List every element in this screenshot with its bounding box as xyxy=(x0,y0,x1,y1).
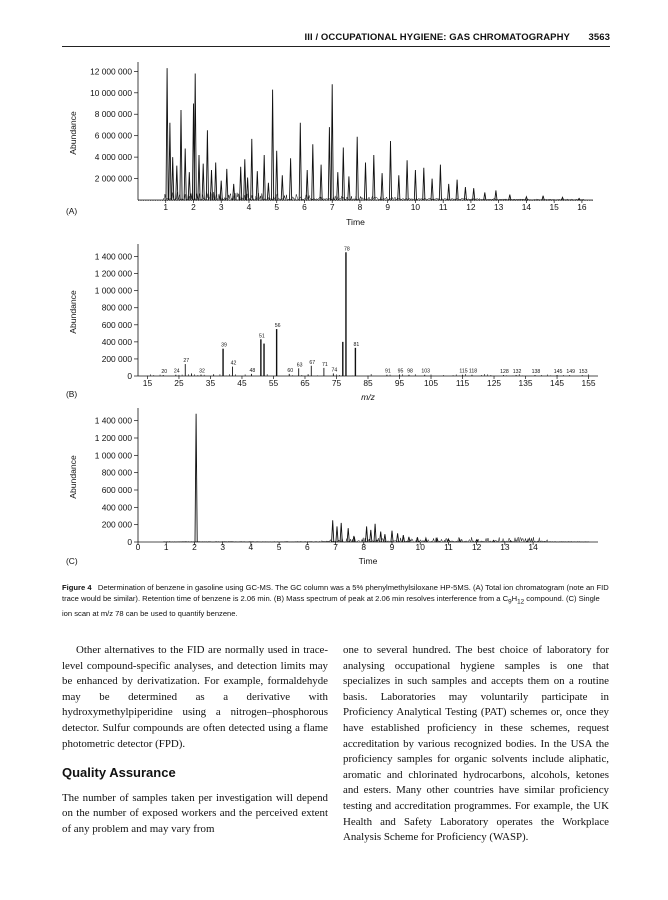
trace-peak xyxy=(166,68,168,200)
x-tick-label: 15 xyxy=(549,202,559,212)
x-tick-label: 9 xyxy=(385,202,391,212)
caption-text: Determination of benzene in gasoline using GC-MS. The GC column was a 5% phenylmethylsiloxane HP-5MS. (A) Total ion chromatogram (note an FID trace would be similar). Retention time of benzene is 2.06 min. (B) Mass spectrum of peak at 2.06 min resolves interference from a C xyxy=(62,583,609,604)
peak-label: 63 xyxy=(296,362,303,369)
peak-label: 71 xyxy=(321,361,328,368)
trace-peak xyxy=(484,193,486,201)
x-tick-label: 2 xyxy=(192,542,197,552)
trace-peak xyxy=(281,175,283,200)
trace-peak xyxy=(525,197,527,200)
trace-peak xyxy=(414,170,416,200)
peak-label: 149 xyxy=(566,369,575,376)
y-tick-label: 600 000 xyxy=(101,319,132,330)
x-tick-label: 6 xyxy=(302,202,307,212)
y-tick-label: 400 000 xyxy=(101,502,132,513)
left-column xyxy=(62,643,328,838)
trace-peak xyxy=(439,165,441,200)
trace-peak xyxy=(306,170,308,200)
trace-peak xyxy=(366,526,368,542)
x-tick-label: 11 xyxy=(438,202,448,212)
x-tick-label: 12 xyxy=(466,202,476,212)
peak-label: 145 xyxy=(553,368,563,375)
x-tick-label: 5 xyxy=(274,202,280,212)
y-tick-label: 8 000 000 xyxy=(94,109,132,120)
y-tick-label: 0 xyxy=(127,371,132,381)
x-tick-label: 13 xyxy=(500,542,510,552)
x-tick-label: 14 xyxy=(521,202,532,212)
trace-peak xyxy=(220,181,222,200)
x-tick-label: 10 xyxy=(415,542,425,552)
x-tick-label: 2 xyxy=(191,202,196,212)
peak-label: 60 xyxy=(287,367,294,374)
trace-peak xyxy=(198,155,200,200)
y-tick-label: 800 000 xyxy=(101,302,132,313)
caption-sub: 9 xyxy=(508,598,512,606)
trace-peak xyxy=(184,149,186,201)
peak-label: 42 xyxy=(230,360,237,367)
peak-label: 138 xyxy=(531,368,541,375)
x-tick-label: 14 xyxy=(528,542,538,552)
peak-label: 39 xyxy=(221,342,227,349)
trace-peak xyxy=(509,195,511,200)
y-tick-label: 12 000 000 xyxy=(90,66,132,77)
trace-peak xyxy=(328,127,330,200)
x-tick-label: 16 xyxy=(577,202,587,212)
x-tick-label: 11 xyxy=(444,542,453,552)
trace-peak xyxy=(431,179,433,200)
trace-peak xyxy=(448,184,450,200)
trace-peak xyxy=(331,84,333,200)
trace-peak xyxy=(542,196,544,200)
x-axis-label: Time xyxy=(346,217,365,227)
trace-peak xyxy=(226,169,228,200)
trace-peak xyxy=(340,523,342,542)
peak-label: 98 xyxy=(407,368,413,375)
trace-peak xyxy=(276,151,278,200)
x-tick-label: 155 xyxy=(581,378,596,388)
trace-peak xyxy=(272,90,274,200)
trace-peak xyxy=(337,172,339,200)
trace-peak xyxy=(320,165,322,200)
trace-peak xyxy=(373,155,375,200)
trace-peak xyxy=(256,171,258,200)
peak-label: 56 xyxy=(274,323,281,330)
trace-peak xyxy=(244,159,246,200)
chart-a xyxy=(66,62,593,227)
x-tick-label: 3 xyxy=(220,542,225,552)
peak-label: 81 xyxy=(353,341,360,348)
peak-label: 74 xyxy=(331,367,338,374)
trace-peak xyxy=(215,163,217,201)
trace-peak xyxy=(348,176,350,200)
panel-label: (C) xyxy=(66,556,78,566)
x-tick-label: 3 xyxy=(218,202,224,212)
y-tick-label: 800 000 xyxy=(101,467,132,478)
x-axis-label: Time xyxy=(358,556,378,566)
y-tick-label: 1 000 000 xyxy=(94,450,132,461)
y-tick-label: 1 200 000 xyxy=(94,268,132,279)
trace-peak xyxy=(464,187,466,200)
trace-peak xyxy=(312,144,314,200)
peak-label: 95 xyxy=(397,368,404,375)
x-tick-label: 55 xyxy=(268,378,279,388)
trace-peak xyxy=(342,148,344,201)
peak-label: 132 xyxy=(512,368,522,375)
trace-peak xyxy=(332,520,334,542)
x-tick-label: 95 xyxy=(394,378,405,388)
trace-peak xyxy=(356,137,358,200)
trace-peak xyxy=(347,528,349,542)
trace-peak xyxy=(336,526,338,542)
peak-label: 78 xyxy=(344,246,350,253)
x-tick-label: 125 xyxy=(487,378,502,388)
peak-label: 48 xyxy=(249,367,256,374)
caption-sub-2: 12 xyxy=(517,598,525,606)
peak-label: 51 xyxy=(258,333,265,340)
x-tick-label: 13 xyxy=(494,202,504,212)
peak-label: 118 xyxy=(468,368,478,375)
x-tick-label: 75 xyxy=(331,378,342,388)
y-tick-label: 10 000 000 xyxy=(90,87,132,98)
x-tick-label: 4 xyxy=(248,542,254,552)
x-tick-label: 7 xyxy=(333,542,338,552)
y-axis-label: Abundance xyxy=(68,290,78,334)
trace-peak xyxy=(251,139,253,200)
trace-peak xyxy=(202,164,204,200)
chart-c xyxy=(66,408,598,566)
trace-peak xyxy=(180,110,182,200)
peak-label: 24 xyxy=(173,368,180,375)
x-tick-label: 45 xyxy=(237,378,247,388)
x-tick-label: 85 xyxy=(363,378,373,388)
y-tick-label: 0 xyxy=(127,537,132,547)
trace-peak xyxy=(380,532,382,542)
trace-peak xyxy=(391,531,393,542)
peak-label: 27 xyxy=(183,358,190,365)
trace-peak xyxy=(240,167,242,200)
y-tick-label: 200 000 xyxy=(101,519,132,530)
chart-b xyxy=(66,244,598,402)
trace-peak xyxy=(263,155,265,200)
trace-peak xyxy=(398,175,400,200)
panel-label: (A) xyxy=(66,206,78,216)
y-tick-label: 6 000 000 xyxy=(94,130,132,141)
x-tick-label: 65 xyxy=(300,378,310,388)
trace-peak xyxy=(384,534,386,542)
x-tick-label: 9 xyxy=(389,542,395,552)
y-tick-label: 4 000 000 xyxy=(94,152,132,163)
x-tick-label: 105 xyxy=(424,378,439,388)
trace-peak xyxy=(290,158,292,200)
x-tick-label: 145 xyxy=(550,378,565,388)
trace-peak xyxy=(194,74,196,201)
trace-peak xyxy=(381,173,383,200)
y-tick-label: 600 000 xyxy=(101,485,132,495)
caption-text-3: compound. (C) Single ion scan at m/z 78 can be used to quantify benzene. xyxy=(62,594,600,619)
trace-peak xyxy=(397,533,399,542)
x-tick-label: 12 xyxy=(471,542,482,552)
peak-label: 115 xyxy=(459,368,468,375)
trace-peak xyxy=(374,524,376,542)
trace-peak xyxy=(267,183,269,200)
caption-label: Figure 4 xyxy=(62,583,92,592)
peak-label: 91 xyxy=(385,368,391,375)
body-paragraph: Other alternatives to the FID are normally used in trace-level compound-specific analyses, and detection limits may be enhanced by derivatization. For example, formaldehyde may be determined as a derivative with hydroxymethylpiperidine using a nitrogen–phosphorous detector. Sulfur compounds are often detected using a flame photometric detector (FPD). xyxy=(62,644,328,750)
y-tick-label: 1 400 000 xyxy=(94,415,132,426)
section-heading: Quality Assurance xyxy=(62,765,176,781)
figure-caption xyxy=(62,582,610,619)
body-paragraph-3: one to several hundred. The best choice of laboratory for analysing occupational hygiene samples is one that specializes in such samples and accepts them on a routine basis. Laboratories may voluntarily participate in Proficiency Analytical Testing (PAT) schemes or, once they have established proficiency in these schemes, request accreditation by various recognized bodies. In the USA the proficiency samples for organic solvents include aliphatic, aromatic and chlorinated hydrocarbons, alcohols, ketones and esters. Many other countries have similar proficiency testing and accreditation programmes. For example, the UK Health and Safety Laboratory operates the Workplace Analysis Scheme for Proficiency (WASP). xyxy=(343,644,609,844)
x-tick-label: 115 xyxy=(455,378,470,388)
x-tick-label: 35 xyxy=(205,378,216,388)
peak-label: 67 xyxy=(309,359,316,366)
peak-label: 103 xyxy=(421,368,431,375)
y-axis-label: Abundance xyxy=(68,111,78,155)
trace-peak xyxy=(206,130,208,200)
x-tick-label: 7 xyxy=(329,202,335,212)
trace-peak xyxy=(389,141,391,200)
page-number: 3563 xyxy=(588,32,610,43)
x-tick-label: 8 xyxy=(357,202,363,212)
x-tick-label: 10 xyxy=(410,202,421,212)
peak-label: 128 xyxy=(500,368,509,375)
trace-peak xyxy=(299,123,301,200)
x-axis-label: m/z xyxy=(361,392,375,402)
x-tick-label: 5 xyxy=(276,542,282,552)
y-axis-label: Abundance xyxy=(68,455,78,499)
peak-label: 153 xyxy=(578,369,588,376)
x-tick-label: 4 xyxy=(246,202,252,212)
trace-peak xyxy=(495,190,497,200)
y-tick-label: 1 400 000 xyxy=(94,251,132,262)
trace-peak xyxy=(169,123,171,200)
x-tick-label: 135 xyxy=(518,378,533,388)
running-title: III / OCCUPATIONAL HYGIENE: GAS CHROMATOGRAPHY xyxy=(304,32,570,43)
panel-label: (B) xyxy=(66,389,78,399)
caption-text-2: H xyxy=(511,594,518,604)
peak-label: 32 xyxy=(199,368,205,375)
trace-peak xyxy=(423,168,425,200)
y-tick-label: 1 200 000 xyxy=(94,433,132,443)
trace-peak xyxy=(456,180,458,200)
trace-peak xyxy=(406,160,408,200)
y-tick-label: 200 000 xyxy=(101,353,132,364)
y-tick-label: 1 000 000 xyxy=(94,285,132,296)
right-column xyxy=(343,643,609,846)
x-tick-label: 25 xyxy=(174,378,184,388)
x-tick-label: 6 xyxy=(304,542,310,552)
trace-peak xyxy=(364,163,366,201)
trace-peak xyxy=(247,178,249,201)
body-paragraph-2: The number of samples taken per investigation will depend on the number of exposed workers and the perceived extent of any problem and may vary from xyxy=(62,791,328,835)
x-tick-label: 1 xyxy=(163,542,169,552)
x-tick-label: 15 xyxy=(142,378,153,388)
x-tick-label: 8 xyxy=(361,542,367,552)
trace-peak xyxy=(195,414,197,542)
trace-peak xyxy=(188,172,190,200)
y-tick-label: 2 000 000 xyxy=(94,173,132,184)
y-tick-label: 400 000 xyxy=(101,336,132,347)
x-tick-label: 0 xyxy=(135,542,141,552)
trace-peak xyxy=(370,530,372,542)
x-tick-label: 1 xyxy=(163,202,169,212)
peak-label: 20 xyxy=(161,368,168,375)
